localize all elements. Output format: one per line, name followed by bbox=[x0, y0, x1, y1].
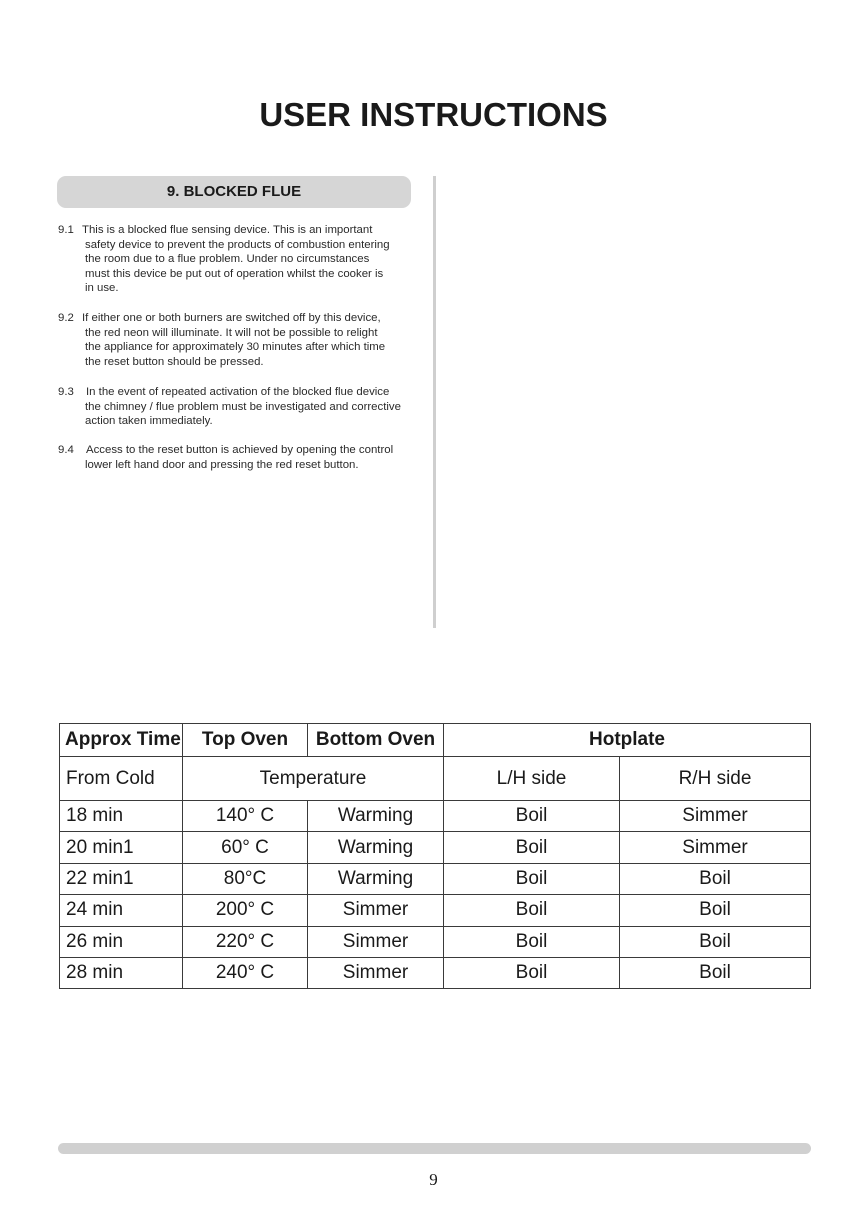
table-row bbox=[60, 957, 811, 988]
cell-rh-side: Boil bbox=[620, 895, 811, 926]
paragraph-9-2 bbox=[58, 311, 418, 369]
cell-top-oven: 240° C bbox=[183, 957, 308, 988]
paragraph-line: the room due to a flue problem. Under no circumstances bbox=[85, 253, 370, 266]
section-heading: 9. BLOCKED FLUE bbox=[57, 176, 411, 208]
cell-rh-side: Boil bbox=[620, 863, 811, 894]
paragraph-line: safety device to prevent the products of combustion entering bbox=[85, 238, 390, 251]
cell-rh-side: Boil bbox=[620, 926, 811, 957]
table-row bbox=[60, 832, 811, 863]
cell-rh-side: Simmer bbox=[620, 832, 811, 863]
header-hotplate: Hotplate bbox=[444, 724, 811, 757]
paragraph-number: 9.2 bbox=[58, 312, 74, 324]
header-bottom-oven: Bottom Oven bbox=[308, 724, 444, 757]
cell-lh-side: Boil bbox=[444, 926, 620, 957]
cell-lh-side: Boil bbox=[444, 801, 620, 832]
table-row bbox=[60, 863, 811, 894]
paragraph-line: the red neon will illuminate. It will not be possible to relight bbox=[85, 326, 378, 339]
paragraph-line: the chimney / flue problem must be investigated and corrective bbox=[85, 400, 401, 413]
table-row bbox=[60, 801, 811, 832]
table-row bbox=[60, 895, 811, 926]
table-row bbox=[60, 926, 811, 957]
page-title: USER INSTRUCTIONS bbox=[259, 96, 608, 133]
header-top-oven: Top Oven bbox=[183, 724, 308, 757]
cell-lh-side: Boil bbox=[444, 863, 620, 894]
paragraph-line: the reset button should be pressed. bbox=[85, 355, 264, 368]
cell-time: 22 min1 bbox=[60, 863, 183, 894]
cell-lh-side: Boil bbox=[444, 832, 620, 863]
header-approx-time: Approx Time bbox=[60, 724, 183, 757]
cell-time: 18 min bbox=[60, 801, 183, 832]
cooking-table bbox=[59, 723, 811, 989]
paragraph-line: This is a blocked flue sensing device. This is an important bbox=[82, 224, 373, 236]
paragraph-9-1 bbox=[58, 223, 418, 296]
cell-time: 24 min bbox=[60, 895, 183, 926]
column-divider bbox=[433, 176, 436, 628]
paragraph-line: action taken immediately. bbox=[85, 415, 213, 428]
paragraph-9-4 bbox=[58, 443, 418, 472]
paragraph-line: the appliance for approximately 30 minutes after which time bbox=[85, 341, 386, 354]
paragraph-line: Access to the reset button is achieved by opening the control bbox=[86, 444, 394, 456]
cell-bottom-oven: Warming bbox=[308, 863, 444, 894]
cell-bottom-oven: Simmer bbox=[308, 957, 444, 988]
paragraph-line: lower left hand door and pressing the red reset button. bbox=[85, 458, 359, 471]
cell-time: 28 min bbox=[60, 957, 183, 988]
subheader-lh-side: L/H side bbox=[444, 757, 620, 801]
cell-lh-side: Boil bbox=[444, 957, 620, 988]
paragraph-line: In the event of repeated activation of the blocked flue device bbox=[86, 386, 390, 398]
paragraph-9-3 bbox=[58, 385, 418, 429]
paragraph-line: must this device be put out of operation whilst the cooker is bbox=[85, 267, 384, 280]
cell-top-oven: 200° C bbox=[183, 895, 308, 926]
cell-time: 26 min bbox=[60, 926, 183, 957]
cell-bottom-oven: Simmer bbox=[308, 895, 444, 926]
cell-top-oven: 80°C bbox=[183, 863, 308, 894]
page-number: 9 bbox=[429, 1170, 438, 1189]
footer-rule bbox=[58, 1143, 811, 1154]
cell-bottom-oven: Warming bbox=[308, 832, 444, 863]
cell-time: 20 min1 bbox=[60, 832, 183, 863]
cell-rh-side: Boil bbox=[620, 957, 811, 988]
cell-top-oven: 140° C bbox=[183, 801, 308, 832]
cell-bottom-oven: Simmer bbox=[308, 926, 444, 957]
paragraph-number: 9.4 bbox=[58, 444, 74, 456]
cell-top-oven: 220° C bbox=[183, 926, 308, 957]
table-header-row bbox=[60, 724, 811, 757]
cell-rh-side: Simmer bbox=[620, 801, 811, 832]
table-subheader-row bbox=[60, 757, 811, 801]
subheader-rh-side: R/H side bbox=[620, 757, 811, 801]
cell-lh-side: Boil bbox=[444, 895, 620, 926]
paragraph-number: 9.1 bbox=[58, 224, 74, 236]
cell-bottom-oven: Warming bbox=[308, 801, 444, 832]
subheader-temperature: Temperature bbox=[183, 757, 444, 801]
subheader-from-cold: From Cold bbox=[60, 757, 183, 801]
cell-top-oven: 60° C bbox=[183, 832, 308, 863]
paragraph-line: If either one or both burners are switched off by this device, bbox=[82, 312, 381, 324]
paragraph-line: in use. bbox=[85, 282, 119, 295]
paragraph-number: 9.3 bbox=[58, 386, 74, 398]
